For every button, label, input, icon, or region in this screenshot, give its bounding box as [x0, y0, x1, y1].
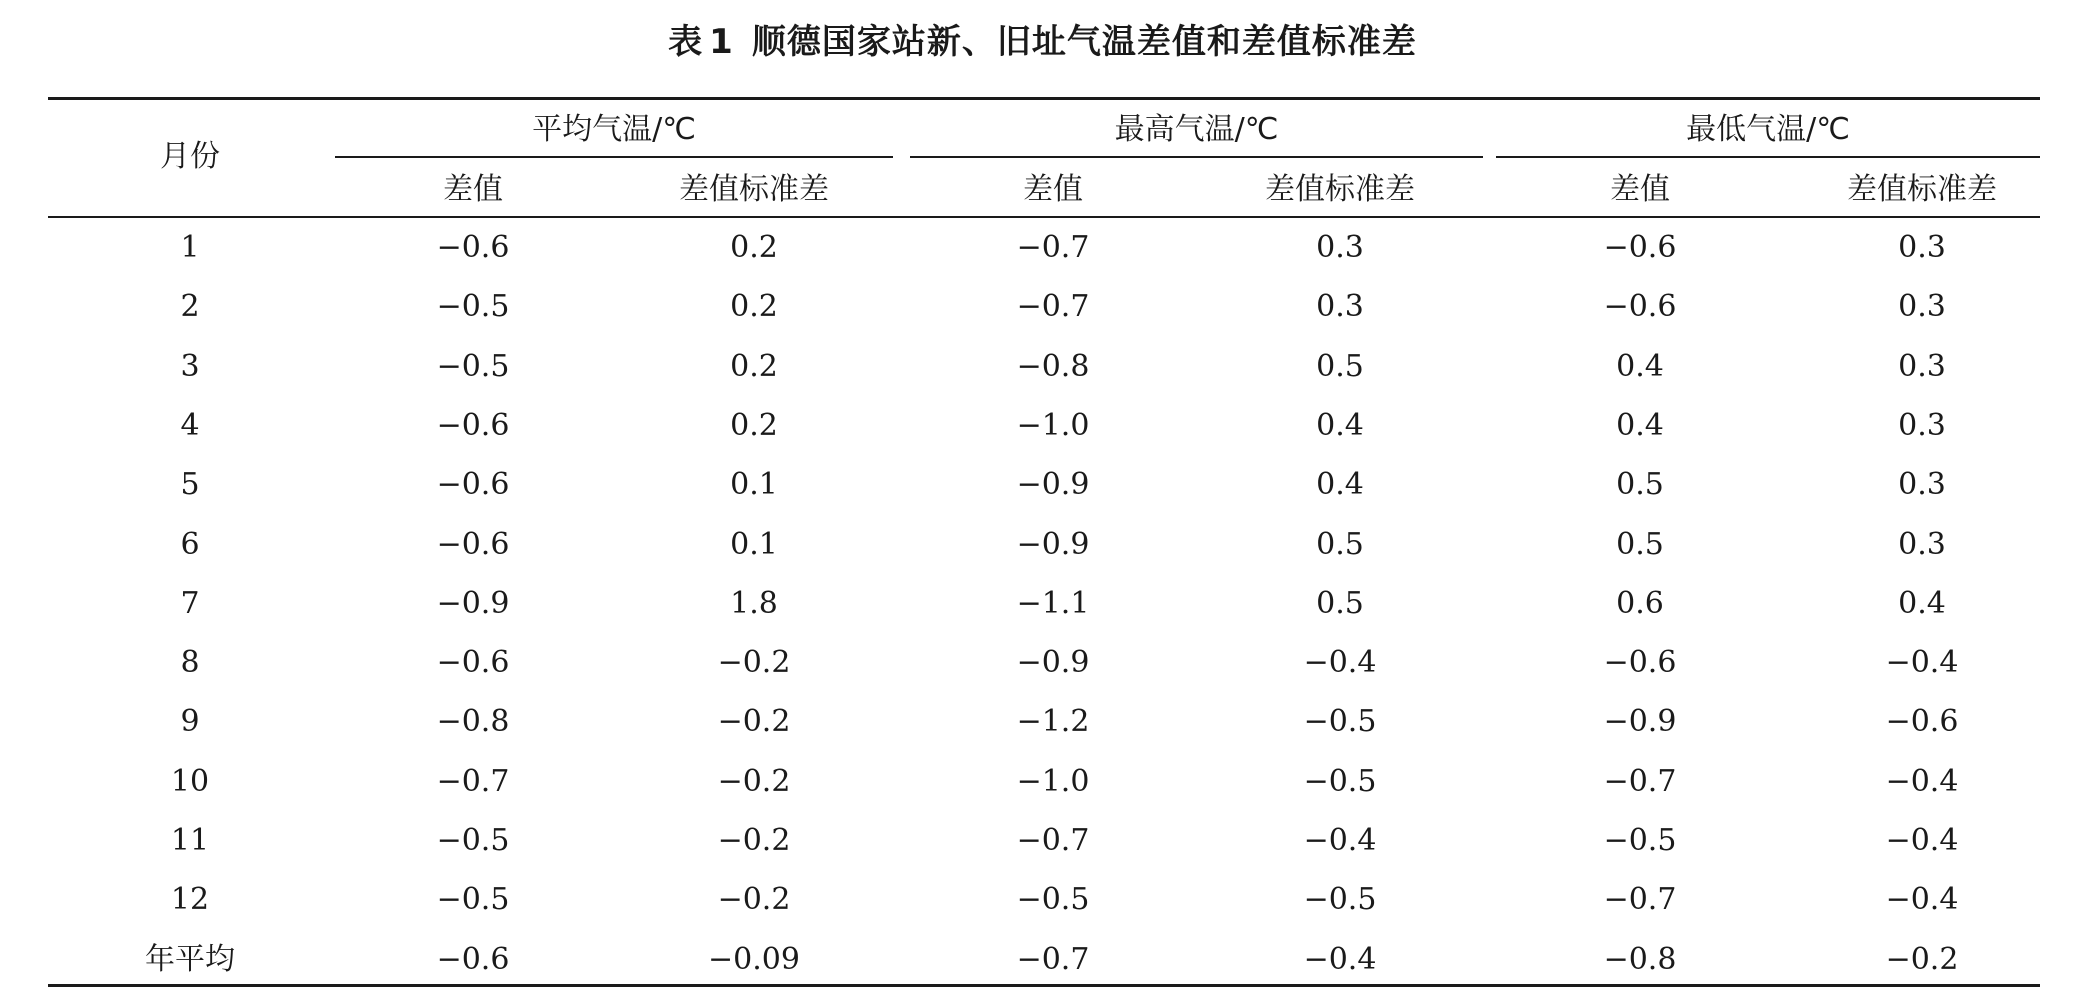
table-cell: −0.4 — [1303, 942, 1377, 977]
table-title-text: 顺德国家站新、旧址气温差值和差值标准差 — [751, 22, 1417, 62]
table-cell: 0.2 — [730, 349, 778, 384]
row-month-cell: 9 — [180, 704, 200, 739]
table-cell: −0.6 — [436, 527, 510, 562]
table-cell: −0.2 — [717, 823, 791, 858]
table-cell: −0.6 — [436, 942, 510, 977]
table-cell: −0.7 — [1016, 289, 1090, 324]
table-cell: −0.7 — [1603, 764, 1677, 799]
table-cell: −0.2 — [1885, 942, 1959, 977]
table-cell: −0.6 — [436, 467, 510, 502]
row-header-month: 月份 — [160, 139, 220, 174]
subheader-avg-std: 差值标准差 — [679, 172, 829, 207]
table-cell: 0.4 — [1316, 408, 1364, 443]
table-cell: −0.5 — [1603, 823, 1677, 858]
table-cell: −0.9 — [1016, 645, 1090, 680]
table-cell: −0.4 — [1885, 645, 1959, 680]
table-cell: 0.4 — [1616, 408, 1664, 443]
group-header-min: 最低气温/℃ — [1686, 112, 1850, 147]
table-cell: 0.1 — [730, 527, 778, 562]
table-cell: −1.0 — [1016, 408, 1090, 443]
table-cell: −0.6 — [1603, 289, 1677, 324]
table-cell: −0.9 — [436, 586, 510, 621]
table-cell: −0.2 — [717, 645, 791, 680]
table-cell: −0.8 — [1016, 349, 1090, 384]
row-month-cell: 4 — [180, 408, 200, 443]
group-underline-max — [910, 156, 1483, 158]
table-cell: −0.5 — [1303, 704, 1377, 739]
table-cell: 0.5 — [1316, 527, 1364, 562]
table-cell: 0.6 — [1616, 586, 1664, 621]
table-cell: 0.5 — [1316, 586, 1364, 621]
table-cell: −0.6 — [1885, 704, 1959, 739]
table-cell: −0.9 — [1603, 704, 1677, 739]
row-month-cell: 8 — [180, 645, 200, 680]
table-cell: −0.6 — [1603, 230, 1677, 265]
row-month-cell: 11 — [170, 823, 210, 858]
table-cell: −0.2 — [717, 882, 791, 917]
table-cell: −0.2 — [717, 704, 791, 739]
table-cell: 0.4 — [1898, 586, 1946, 621]
table-cell: −0.7 — [1016, 230, 1090, 265]
table-cell: −0.5 — [1303, 882, 1377, 917]
table-cell: −0.4 — [1885, 823, 1959, 858]
table-cell: 0.2 — [730, 289, 778, 324]
table-cell: −0.9 — [1016, 527, 1090, 562]
table-cell: −0.2 — [717, 764, 791, 799]
table-cell: −0.5 — [1016, 882, 1090, 917]
table-cell: −0.7 — [1016, 942, 1090, 977]
table-cell: −1.0 — [1016, 764, 1090, 799]
table-cell: 0.3 — [1898, 289, 1946, 324]
table-bottom-rule — [48, 984, 2040, 987]
subheader-max-diff: 差值 — [1023, 172, 1083, 207]
table-cell: 0.1 — [730, 467, 778, 502]
table-cell: 0.5 — [1616, 467, 1664, 502]
row-month-cell: 年平均 — [145, 942, 235, 977]
table-cell: −0.09 — [708, 942, 800, 977]
table-cell: −0.6 — [436, 230, 510, 265]
table-top-rule — [48, 97, 2040, 100]
table-cell: −0.5 — [436, 349, 510, 384]
table-cell: −0.5 — [436, 823, 510, 858]
table-cell: −0.9 — [1016, 467, 1090, 502]
table-cell: −0.7 — [1603, 882, 1677, 917]
table-cell: 0.2 — [730, 408, 778, 443]
group-header-avg: 平均气温/℃ — [532, 112, 696, 147]
row-month-cell: 1 — [180, 230, 200, 265]
subheader-min-diff: 差值 — [1610, 172, 1670, 207]
table-cell: 0.3 — [1316, 230, 1364, 265]
table-cell: 0.4 — [1316, 467, 1364, 502]
row-month-cell: 2 — [180, 289, 200, 324]
table-cell: −0.5 — [436, 882, 510, 917]
table-cell: −0.7 — [1016, 823, 1090, 858]
row-month-cell: 6 — [180, 527, 200, 562]
table-cell: −0.4 — [1885, 882, 1959, 917]
table-cell: −0.6 — [436, 645, 510, 680]
table-cell: −0.4 — [1303, 645, 1377, 680]
table-cell: 0.3 — [1898, 527, 1946, 562]
table-cell: −1.1 — [1016, 586, 1090, 621]
table-cell: 0.5 — [1616, 527, 1664, 562]
table-cell: 0.3 — [1898, 349, 1946, 384]
table-cell: 0.3 — [1898, 408, 1946, 443]
table-header-rule — [48, 216, 2040, 218]
table-title-label: 表 — [668, 22, 704, 62]
row-month-cell: 7 — [180, 586, 200, 621]
table-cell: 0.3 — [1898, 230, 1946, 265]
table-cell: 0.3 — [1316, 289, 1364, 324]
table-cell: −0.6 — [1603, 645, 1677, 680]
table-cell: 0.5 — [1316, 349, 1364, 384]
subheader-avg-diff: 差值 — [443, 172, 503, 207]
table-cell: −0.5 — [436, 289, 510, 324]
table-cell: −0.6 — [436, 408, 510, 443]
group-underline-avg — [335, 156, 893, 158]
row-month-cell: 5 — [180, 467, 200, 502]
row-month-cell: 12 — [170, 882, 210, 917]
table-cell: 0.3 — [1898, 467, 1946, 502]
table-title — [0, 14, 2085, 70]
row-month-cell: 10 — [170, 764, 210, 799]
subheader-max-std: 差值标准差 — [1265, 172, 1415, 207]
table-cell: 1.8 — [730, 586, 778, 621]
subheader-min-std: 差值标准差 — [1847, 172, 1997, 207]
table-cell: −0.7 — [436, 764, 510, 799]
group-underline-min — [1496, 156, 2040, 158]
table-cell: −0.8 — [1603, 942, 1677, 977]
group-header-max: 最高气温/℃ — [1114, 112, 1279, 147]
row-month-cell: 3 — [180, 349, 200, 384]
table-cell: 0.4 — [1616, 349, 1664, 384]
table-cell: 0.2 — [730, 230, 778, 265]
table-cell: −0.8 — [436, 704, 510, 739]
table-cell: −0.4 — [1885, 764, 1959, 799]
table-cell: −0.5 — [1303, 764, 1377, 799]
table-title-number: 1 — [709, 22, 734, 62]
table-cell: −0.4 — [1303, 823, 1377, 858]
table-cell: −1.2 — [1016, 704, 1090, 739]
